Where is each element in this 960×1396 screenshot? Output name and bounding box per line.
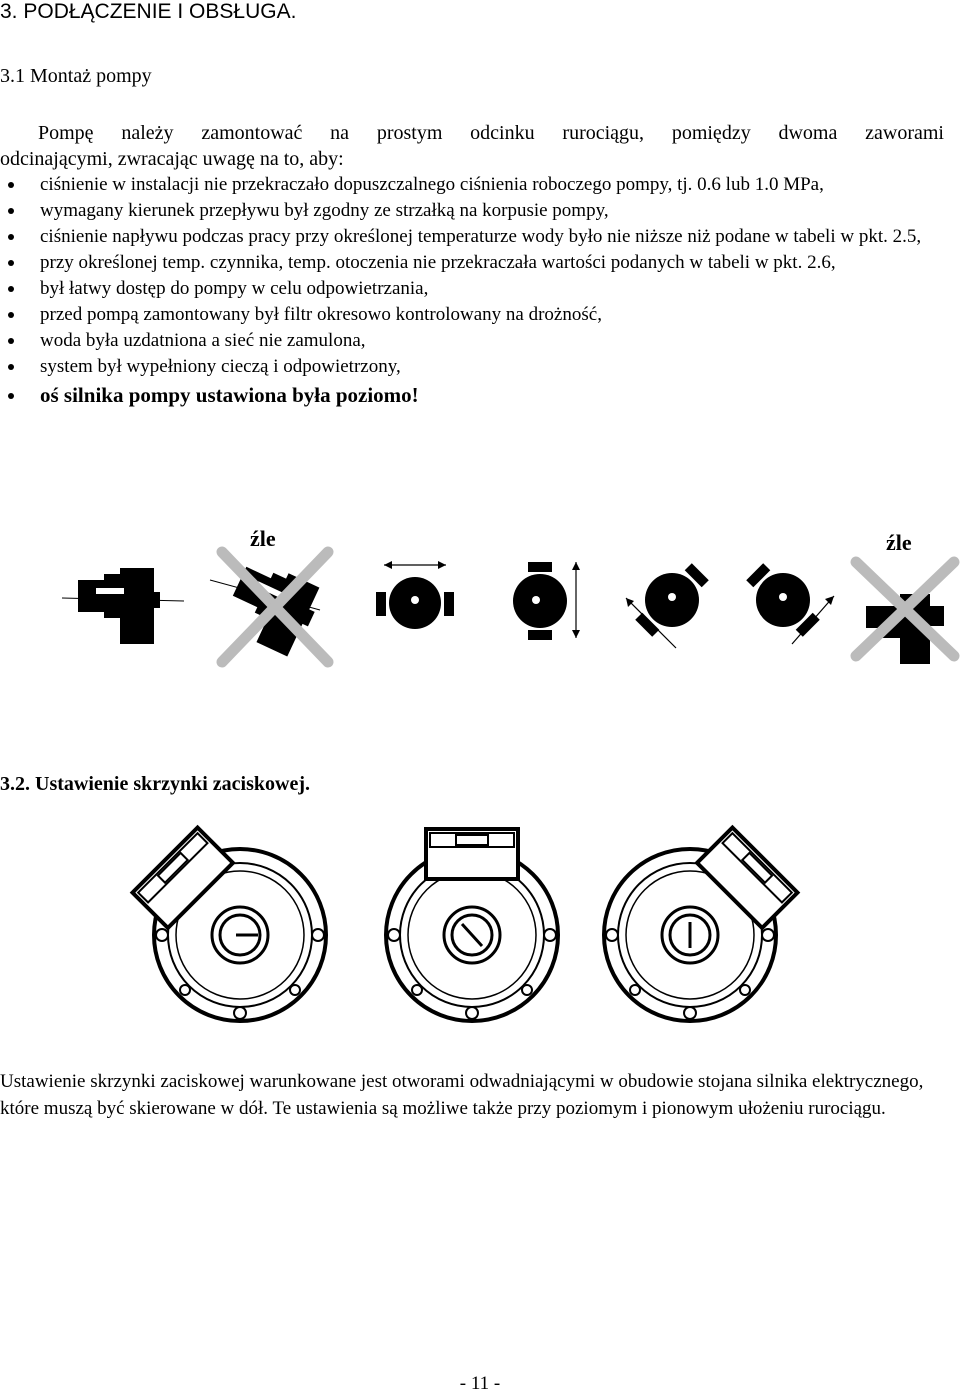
bullet-icon: [8, 260, 14, 266]
list-item: przed pompą zamontowany był filtr okresowo kontrolowany na drożność,: [0, 302, 948, 328]
pump-horizontal-side-icon: [62, 568, 184, 644]
requirements-list: [0, 172, 948, 410]
subsection-title: 3.1 Montaż pompy: [0, 65, 152, 87]
list-item: oś silnika pompy ustawiona była poziomo!: [0, 380, 948, 410]
bullet-icon: [8, 338, 14, 344]
list-item: wymagany kierunek przepływu był zgodny ze strzałką na korpusie pompy,: [0, 198, 948, 224]
list-item: ciśnienie w instalacji nie przekraczało dopuszczalnego ciśnienia roboczego pompy, tj. 0.6 lub 1.0 MPa,: [0, 172, 948, 198]
terminal-box-diagram: [0, 820, 960, 1040]
terminal-box-top-icon: [386, 829, 558, 1021]
terminal-box-left-icon: [133, 828, 326, 1021]
intro-line-2: odcinającymi, zwracając uwagę na to, aby:: [0, 148, 344, 170]
pump-front-diagonal-right-icon: [736, 553, 834, 648]
bullet-icon: [8, 208, 14, 214]
pump-front-vertical-icon: [513, 562, 580, 640]
list-item: przy określonej temp. czynnika, temp. otoczenia nie przekraczała wartości podanych w tabeli w pkt. 2.6,: [0, 250, 948, 276]
wrong-label-right: źle: [886, 530, 912, 555]
list-item: był łatwy dostęp do pompy w celu odpowietrzania,: [0, 276, 948, 302]
pump-orientation-diagram: [0, 540, 960, 680]
bullet-icon: [8, 234, 14, 240]
list-item: system był wypełniony cieczą i odpowietrzony,: [0, 354, 948, 380]
pump-front-horizontal-icon: [376, 561, 454, 629]
section-title: 3. PODŁĄCZENIE I OBSŁUGA.: [0, 0, 297, 23]
bullet-icon: [8, 364, 14, 370]
bullet-icon: [8, 182, 14, 188]
bullet-icon: [8, 312, 14, 318]
terminal-box-title: 3.2. Ustawienie skrzynki zaciskowej.: [0, 773, 310, 795]
wrong-label-left: źle: [250, 526, 276, 551]
terminal-box-right-icon: [604, 828, 797, 1021]
pump-front-diagonal-left-icon: [625, 553, 720, 648]
intro-line-1: Pompę należy zamontować na prostym odcinku rurociągu, pomiędzy dwoma zaworami: [38, 122, 944, 144]
list-item: ciśnienie napływu podczas pracy przy określonej temperaturze wody było nie niższe niż podane w tabeli w pkt. 2.5,: [0, 224, 948, 250]
pump-tilted-wrong-icon: [210, 552, 328, 662]
pump-vertical-wrong-icon: [856, 562, 954, 664]
terminal-box-description: Ustawienie skrzynki zaciskowej warunkowane jest otworami odwadniającymi w obudowie stojana silnika elektrycznego, które muszą być skierowane w dół. Te ustawienia są możliwe także przy poziomym i pionowym ułożeniu rurociągu.: [0, 1071, 924, 1119]
page-number: - 11 -: [459, 1373, 501, 1394]
list-item: woda była uzdatniona a sieć nie zamulona,: [0, 328, 948, 354]
intro-paragraph: [0, 120, 944, 172]
bullet-icon: [8, 393, 14, 399]
bullet-icon: [8, 286, 14, 292]
